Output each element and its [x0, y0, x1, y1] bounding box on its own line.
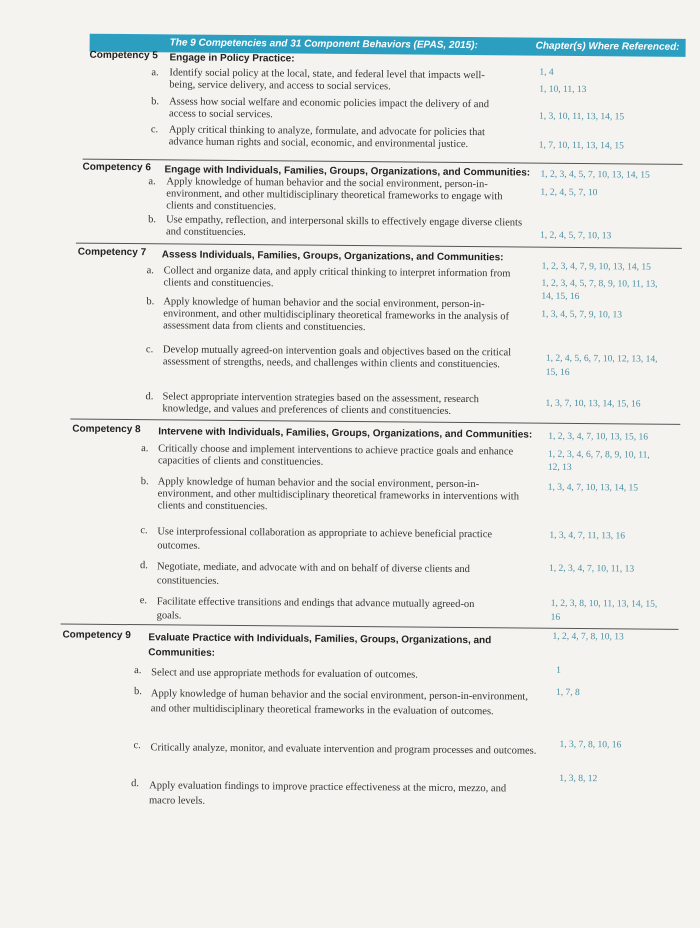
item-letter: d. [140, 560, 148, 572]
item-refs: 1, 2, 4, 5, 7, 10 [540, 187, 598, 199]
competency-label: Competency 5 [89, 49, 158, 62]
item-letter: d. [131, 778, 140, 790]
item-text: Apply knowledge of human behavior and the social environment, person-in-environment, and other multidisciplinary theoretical frameworks in the evaluation of outcomes. [150, 688, 529, 718]
item-refs: 1, 2, 4, 5, 6, 7, 10, 12, 13, 14, [545, 353, 658, 365]
item-refs: 1, 2, 3, 4, 7, 10, 11, 13 [549, 563, 635, 575]
competency-refs: 1, 2, 3, 4, 7, 9, 10, 13, 14, 15 [541, 261, 651, 273]
item-letter: d. [145, 391, 154, 403]
competency-label: Competency 6 [82, 161, 151, 174]
item-letter: b. [133, 686, 142, 698]
competency-refs: 1, 2, 3, 4, 7, 10, 13, 15, 16 [548, 431, 649, 443]
item-letter: b. [148, 214, 157, 226]
item-refs: 1, 3, 10, 11, 13, 14, 15 [538, 111, 625, 123]
item-text: Apply knowledge of human behavior and the social environment, person-in-environment, and other multidisciplinary theoretical frameworks to engage with clients and constituencies. [166, 176, 503, 213]
item-text: Critically analyze, monitor, and evaluate intervention and program processes and outcomes. [150, 742, 537, 757]
item-text: Facilitate effective transitions and endings that advance mutually agreed-on goals. [156, 596, 475, 622]
item-refs: 1 [556, 665, 561, 676]
chapters-column-header: Chapter(s) Where Referenced: [535, 40, 680, 53]
item-refs: 1, 3, 4, 7, 11, 13, 16 [549, 530, 626, 542]
item-refs: 1, 3, 4, 5, 7, 9, 10, 13 [541, 309, 623, 321]
competency-title: Engage in Policy Practice: [169, 52, 295, 65]
item-text: Critically choose and implement interventions to achieve practice goals and enhance capacities of clients and constituencies. [157, 443, 514, 468]
item-letter: e. [139, 595, 148, 607]
item-letter: a. [151, 67, 159, 79]
item-letter: b. [146, 296, 155, 308]
competency-refs: 1, 2, 3, 4, 5, 7, 10, 13, 14, 15 [540, 169, 650, 181]
item-refs: 1, 2, 3, 4, 6, 7, 8, 9, 10, 11, [548, 449, 650, 461]
item-refs: 1, 7, 8 [555, 687, 580, 699]
competency-title: Intervene with Individuals, Families, Groups, Organizations, and Communities: [158, 426, 533, 441]
item-letter: a. [134, 665, 142, 677]
item-text: Assess how social welfare and economic policies impact the delivery of and access to social services. [168, 96, 490, 121]
item-refs: 1, 3, 7, 8, 10, 16 [559, 739, 622, 751]
item-text: Collect and organize data, and apply critical thinking to interpret information from clients and constituencies. [163, 265, 511, 290]
item-refs: 12, 13 [547, 462, 572, 473]
item-text: Apply knowledge of human behavior and the social environment, person-in-environment, and other multidisciplinary theoretical frameworks in the analysis of assessment data from clients and constituencies. [163, 296, 510, 334]
item-refs: 1, 3, 7, 10, 13, 14, 15, 16 [545, 398, 641, 410]
competency-label: Competency 8 [72, 423, 141, 436]
item-refs: 1, 2, 4, 5, 7, 10, 13 [539, 230, 612, 242]
competency-label: Competency 9 [62, 629, 131, 642]
item-refs: 14, 15, 16 [541, 291, 580, 302]
item-text: Apply knowledge of human behavior and the social environment, person-in-environment, and other multidisciplinary theoretical frameworks in interventions with clients and constituencies. [157, 476, 520, 513]
item-refs: 1, 2, 3, 4, 5, 7, 8, 9, 10, 11, 13, [541, 278, 658, 290]
item-refs: 16 [550, 612, 561, 623]
item-text: Develop mutually agreed-on intervention goals and objectives based on the critical assessment of strengths, needs, and challenges within clients and constituencies. [162, 344, 512, 371]
item-letter: b. [140, 476, 149, 488]
item-letter: c. [133, 740, 141, 752]
item-refs: 1, 4 [539, 67, 554, 78]
competency-title: Evaluate Practice with Individuals, Families, Groups, Organizations, and Communities: [148, 632, 492, 659]
item-letter: b. [151, 96, 160, 108]
item-refs: 15, 16 [545, 367, 570, 378]
table-title: The 9 Competencies and 31 Component Behaviors (EPAS, 2015): [169, 37, 478, 52]
item-text: Apply critical thinking to analyze, formulate, and advocate for policies that advance human rights and social, economic, and environmental justice. [168, 124, 485, 151]
item-text: Use interprofessional collaboration as appropriate to achieve beneficial practice outcomes. [157, 526, 493, 552]
competency-title: Assess Individuals, Families, Groups, Organizations, and Communities: [161, 249, 504, 264]
item-letter: a. [141, 443, 149, 455]
item-refs: 1, 7, 10, 11, 13, 14, 15 [538, 140, 624, 152]
competency-refs: 1, 2, 4, 7, 8, 10, 13 [552, 631, 624, 643]
item-refs: 1, 2, 3, 8, 10, 11, 13, 14, 15, [550, 598, 658, 610]
item-refs: 1, 10, 11, 13 [539, 84, 587, 96]
competency-title: Engage with Individuals, Families, Groups, Organizations, and Communities: [164, 164, 531, 179]
item-text: Select appropriate intervention strategies based on the assessment, research knowledge, and values and preferences of clients and constituencies. [162, 391, 479, 417]
competency-label: Competency 7 [77, 246, 147, 259]
item-text: Select and use appropriate methods for evaluation of outcomes. [151, 667, 418, 681]
item-text: Apply evaluation findings to improve practice effectiveness at the micro, mezzo, and macro levels. [148, 780, 507, 807]
item-text: Negotiate, mediate, and advocate with and on behalf of diverse clients and constituencies. [156, 561, 470, 587]
item-letter: c. [145, 344, 154, 356]
item-text: Use empathy, reflection, and interpersonal skills to effectively engage diverse clients and constituencies. [165, 214, 523, 239]
item-refs: 1, 3, 4, 7, 10, 13, 14, 15 [547, 482, 639, 494]
item-text: Identify social policy at the local, state, and federal level that impacts well-being, service delivery, and access to social services. [169, 67, 485, 93]
item-letter: a. [148, 176, 156, 188]
item-letter: c. [150, 124, 159, 136]
item-letter: c. [140, 525, 148, 537]
item-letter: a. [146, 265, 154, 277]
item-refs: 1, 3, 8, 12 [559, 773, 598, 785]
